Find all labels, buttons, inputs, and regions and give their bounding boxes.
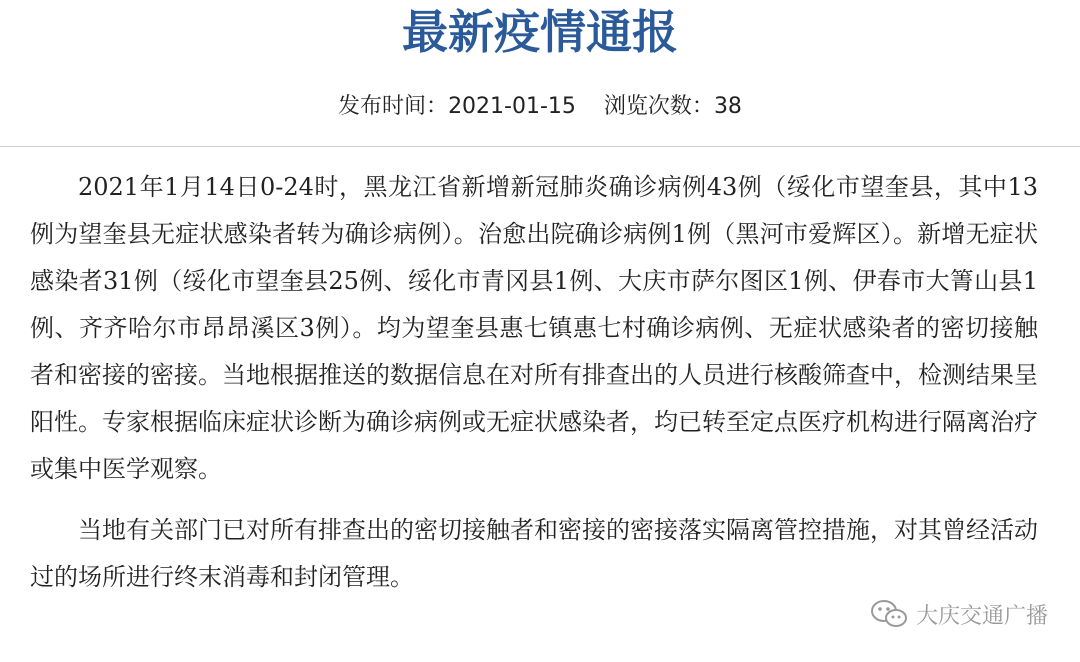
article-paragraph: 当地有关部门已对所有排查出的密切接触者和密接的密接落实隔离管控措施，对其曾经活动过的场所进行终末消毒和封闭管理。 bbox=[30, 516, 1038, 591]
page-title: 最新疫情通报 bbox=[402, 5, 678, 59]
view-count-value: 38 bbox=[713, 94, 742, 119]
header-divider bbox=[0, 146, 1080, 147]
publish-time-label: 发布时间： bbox=[338, 94, 449, 119]
article-body bbox=[30, 164, 1038, 601]
watermark-text: 大庆交通广播 bbox=[915, 603, 1048, 629]
view-count-label: 浏览次数： bbox=[603, 94, 714, 119]
article-paragraph: 2021年1月14日0-24时，黑龙江省新增新冠肺炎确诊病例43例（绥化市望奎县，其中13例为望奎县无症状感染者转为确诊病例）。治愈出院确诊病例1例（黑河市爱辉区）。新增无症状感染者31例（绥化市望奎县25例、绥化市青冈县1例、大庆市萨尔图区1例、伊春市大箐山县1例、齐齐哈尔市昂昂溪区3例）。均为望奎县惠七镇惠七村确诊病例、无症状感染者的密切接触者和密接的密接。当地根据推送的数据信息在对所有排查出的人员进行核酸筛查中，检测结果呈阳性。专家根据临床症状诊断为确诊病例或无症状感染者，均已转至定点医疗机构进行隔离治疗或集中医学观察。 bbox=[30, 173, 1038, 483]
publish-time-value: 2021-01-15 bbox=[448, 94, 576, 119]
wechat-icon bbox=[870, 598, 908, 630]
source-watermark bbox=[870, 594, 1048, 634]
article-meta bbox=[0, 90, 1080, 124]
